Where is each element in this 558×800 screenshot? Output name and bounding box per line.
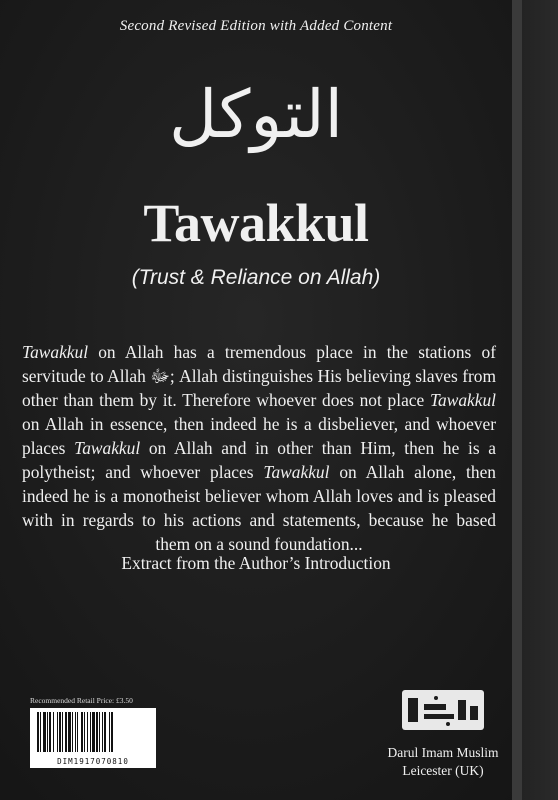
blurb-term-4: Tawakkul: [263, 462, 330, 482]
edition-note: Second Revised Edition with Added Content: [119, 18, 393, 34]
publisher-block: [378, 688, 508, 780]
barcode-image: [30, 708, 156, 768]
blurb-part-2: on Allah in essence, then indeed he is a disbeliever, and whoever places: [22, 414, 496, 458]
arabic-title: التوكل: [169, 76, 343, 153]
blurb-term-1: Tawakkul: [22, 342, 89, 362]
publisher-logo-icon: [384, 688, 502, 736]
blurb-part-1: on Allah has a tremendous place in the stations of servitude to Allah ﷻ; Allah distinguishes His believing slaves from other than them by it. Therefore whoever does not place: [22, 342, 496, 410]
spine-band: [512, 0, 522, 800]
spine-edge: [522, 0, 558, 800]
book-title: Tawakkul: [143, 193, 369, 253]
blurb-term-3: Tawakkul: [74, 438, 141, 458]
extract-attribution: Extract from the Author’s Introduction: [121, 553, 391, 573]
blurb-term-2: Tawakkul: [429, 390, 496, 410]
blurb-text: [22, 340, 496, 556]
book-subtitle: (Trust & Reliance on Allah): [131, 266, 381, 289]
barcode-number: DIM1917070810: [57, 757, 129, 766]
publisher-place: Leicester (UK): [402, 763, 484, 778]
blurb-part-4: on Allah alone, then indeed he is a monotheist believer whom Allah loves and is pleased with in regards to his actions and statements, because he based them on a sound foundation...: [22, 462, 496, 554]
barcode-bars-icon: [31, 709, 155, 755]
blurb-part-3: on Allah and in other than Him, then he is a polytheist; and whoever places: [22, 438, 496, 482]
publisher-name: Darul Imam Muslim: [387, 745, 499, 760]
barcode-block: [30, 696, 156, 776]
price-label: Recommended Retail Price: £3.50: [30, 696, 133, 705]
